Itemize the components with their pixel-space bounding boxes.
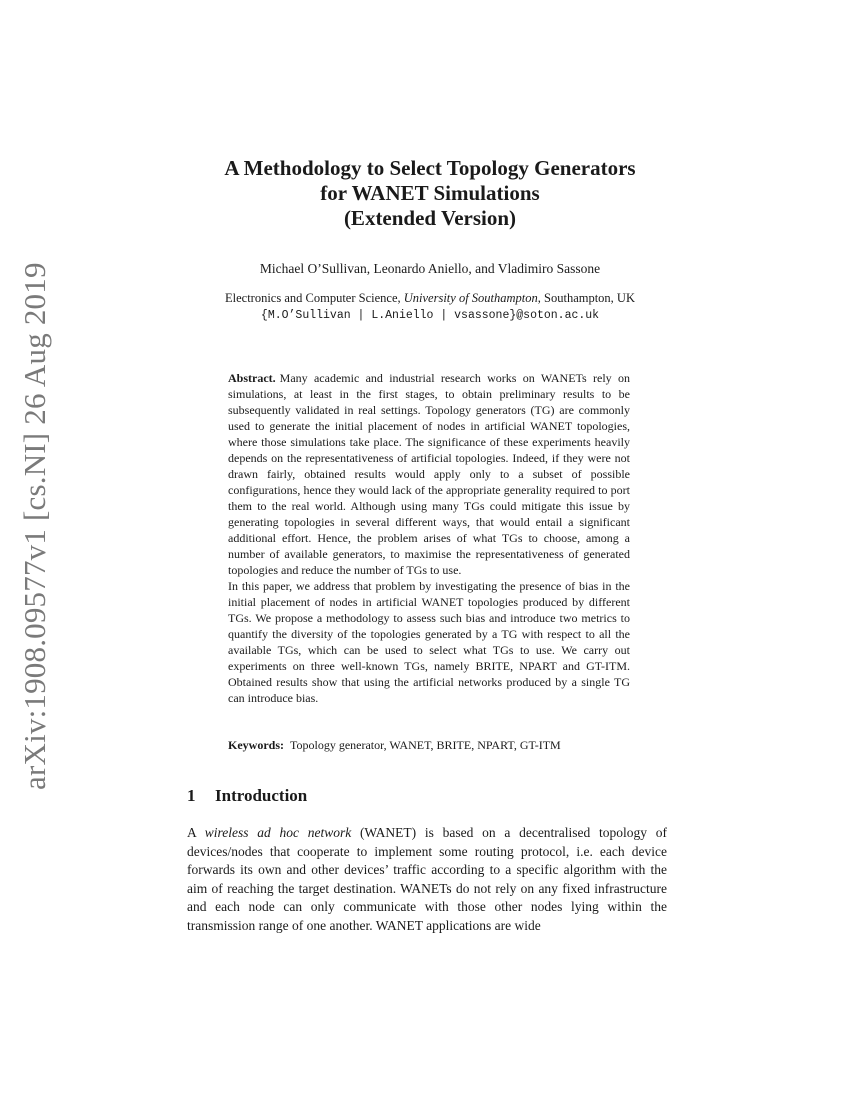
affiliation-block bbox=[150, 290, 710, 324]
section-number: 1 bbox=[187, 786, 196, 805]
introduction-body bbox=[187, 824, 667, 936]
keywords-label: Keywords: bbox=[228, 738, 284, 752]
affiliation-university: University of Southampton bbox=[403, 291, 538, 305]
intro-text-a: A bbox=[187, 825, 205, 840]
author-list: Michael O’Sullivan, Leonardo Aniello, and Vladimiro Sassone bbox=[259, 261, 601, 276]
intro-term: wireless ad hoc network bbox=[204, 825, 352, 840]
affiliation-dept: Electronics and Computer Science, bbox=[224, 291, 404, 305]
introduction-paragraph bbox=[187, 824, 667, 936]
abstract-paragraph-1 bbox=[228, 370, 630, 578]
arxiv-identifier-stamp: arXiv:1908.09577v1 [cs.NI] 26 Aug 2019 bbox=[17, 262, 52, 790]
title-line-3: (Extended Version) bbox=[343, 206, 517, 230]
paper-title bbox=[150, 156, 710, 231]
abstract-block bbox=[228, 370, 630, 706]
affiliation-location: , Southampton, UK bbox=[537, 291, 635, 305]
title-line-1: A Methodology to Select Topology Generators bbox=[224, 156, 636, 180]
abstract-text-1: Many academic and industrial research works on WANETs rely on simulations, at least in the first stages, to obtain preliminary results to be subsequently validated in real settings. Topology generators (TG) are commonly used to generate the initial placement of nodes in artificial WANET topologies, where those simulations take place. The significance of these experiments heavily depends on the representativeness of artificial topologies. Indeed, if they were not drawn fairly, obtained results would apply only to a subset of possible configurations, hence they would lack of the appropriate generality required to port them to the real world. Although using many TGs could mitigate this issue by generating topologies in several different ways, that would entail a significant additional effort. Hence, the problem arises of what TGs to choose, among a number of available generators, to maximise the representativeness of generated topologies and reduce the number of TGs to use. bbox=[228, 371, 630, 577]
intro-text-b: (WANET) is based on a decentralised topology of devices/nodes that cooperate to implement some routing protocol, i.e. each device forwards its own and other devices’ traffic according to a specific algorithm with the aim of reaching the target destination. WANETs do not rely on any fixed infrastructure and each node can only communicate with those other nodes lying within the transmission range of one another. WANET applications are wide bbox=[187, 825, 668, 933]
title-line-2: for WANET Simulations bbox=[320, 181, 540, 205]
abstract-paragraph-2: In this paper, we address that problem by investigating the presence of bias in the initial placement of nodes in artificial WANET topologies produced by different TGs. We propose a methodology to assess such bias and introduce two metrics to quantify the diversity of the topologies generated by a TG with respect to all the available TGs, which can be used to select what TGs to use. We carry out experiments on three well-known TGs, namely BRITE, NPART and GT-ITM. Obtained results show that using the artificial networks produced by a single TG can introduce bias. bbox=[228, 579, 630, 705]
author-emails: {M.O’Sullivan | L.Aniello | vsassone}@soton.ac.uk bbox=[260, 309, 600, 322]
section-title: Introduction bbox=[215, 786, 308, 805]
keywords-line bbox=[228, 737, 630, 753]
abstract-label: Abstract. bbox=[228, 371, 276, 385]
section-heading-introduction bbox=[187, 785, 667, 807]
keywords-text: Topology generator, WANET, BRITE, NPART, GT-ITM bbox=[290, 738, 561, 752]
affiliation-line bbox=[150, 290, 710, 307]
